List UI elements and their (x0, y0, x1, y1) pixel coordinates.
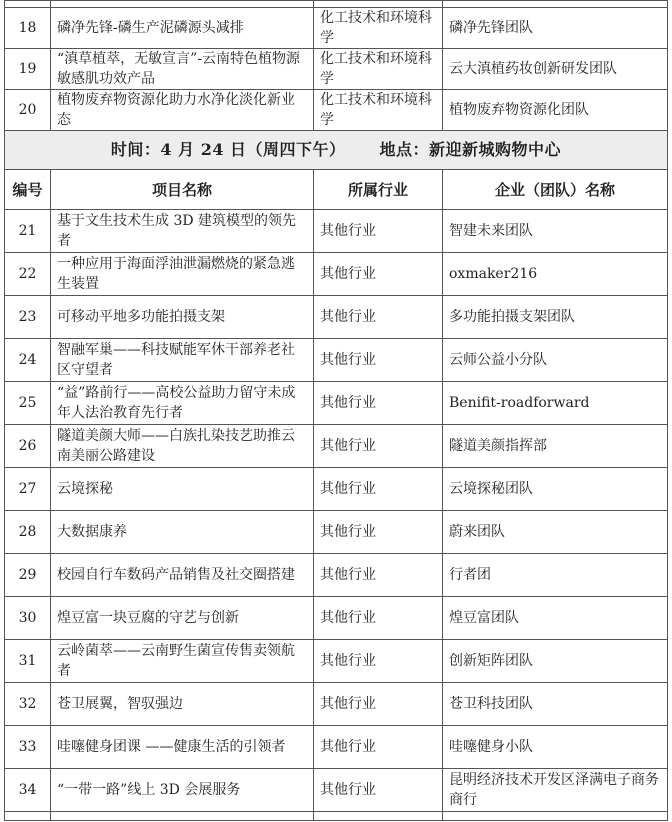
project-name: 一种应用于海面浮油泄漏燃烧的紧急逃生装置 (51, 253, 314, 296)
project-industry: 其他行业 (314, 296, 443, 339)
project-number: 22 (5, 253, 51, 296)
table-row (5, 640, 668, 683)
project-industry: 其他行业 (314, 683, 443, 726)
table-row (5, 554, 668, 597)
project-industry: 化工技术和环境科学 (314, 8, 443, 49)
table-row (5, 726, 668, 769)
team-name: 云大滇植药妆创新研发团队 (443, 49, 668, 90)
project-name: 磷净先锋-磷生产泥磷源头减排 (51, 8, 314, 49)
project-name: “滇草植萃，无敏宣言”-云南特色植物源敏感肌功效产品 (51, 49, 314, 90)
project-industry: 其他行业 (314, 597, 443, 640)
project-number: 34 (5, 769, 51, 812)
team-name: 多功能拍摄支架团队 (443, 296, 668, 339)
project-number: 33 (5, 726, 51, 769)
project-industry: 其他行业 (314, 640, 443, 683)
team-name: oxmaker216 (443, 253, 668, 296)
project-number: 31 (5, 640, 51, 683)
table-row (5, 511, 668, 554)
session-info (5, 131, 668, 170)
project-number: 19 (5, 49, 51, 90)
empty-cell (443, 812, 668, 821)
team-name: 隧道美颜指挥部 (443, 425, 668, 468)
project-industry: 其他行业 (314, 554, 443, 597)
empty-cell (314, 812, 443, 821)
project-industry: 其他行业 (314, 253, 443, 296)
project-number: 23 (5, 296, 51, 339)
table-row (5, 468, 668, 511)
team-name: 苍卫科技团队 (443, 683, 668, 726)
table-row (5, 339, 668, 382)
previous-row-fragment (5, 1, 668, 8)
column-header-row (5, 170, 668, 210)
project-number: 32 (5, 683, 51, 726)
header-industry: 所属行业 (314, 170, 443, 210)
team-name: 昆明经济技术开发区泽满电子商务商行 (443, 769, 668, 812)
table-row (5, 296, 668, 339)
table-row (5, 425, 668, 468)
project-name: 植物废弃物资源化助力水净化淡化新业态 (51, 90, 314, 131)
project-name: 云境探秘 (51, 468, 314, 511)
header-number: 编号 (5, 170, 51, 210)
table-row (5, 597, 668, 640)
project-number: 18 (5, 8, 51, 49)
empty-cell (5, 812, 51, 821)
project-name: 智融军巢——科技赋能军休干部养老社区守望者 (51, 339, 314, 382)
project-industry: 其他行业 (314, 425, 443, 468)
project-industry: 化工技术和环境科学 (314, 90, 443, 131)
header-project-name: 项目名称 (51, 170, 314, 210)
empty-cell (51, 812, 314, 821)
project-name: “一带一路”线上 3D 会展服务 (51, 769, 314, 812)
table-row (5, 90, 668, 131)
session-header-row (5, 131, 668, 170)
project-name: 云岭菌萃——云南野生菌宣传售卖领航者 (51, 640, 314, 683)
table-row (5, 683, 668, 726)
project-name: 苍卫展翼，智驭强边 (51, 683, 314, 726)
team-name: 云境探秘团队 (443, 468, 668, 511)
table-row (5, 382, 668, 425)
session-location: 地点：新迎新城购物中心 (379, 140, 562, 159)
team-name: 磷净先锋团队 (443, 8, 668, 49)
table-row (5, 769, 668, 812)
project-number: 26 (5, 425, 51, 468)
project-number: 29 (5, 554, 51, 597)
project-industry: 其他行业 (314, 210, 443, 253)
team-name: 创新矩阵团队 (443, 640, 668, 683)
project-number: 20 (5, 90, 51, 131)
project-name: 校园自行车数码产品销售及社交圈搭建 (51, 554, 314, 597)
project-industry: 其他行业 (314, 511, 443, 554)
project-number: 21 (5, 210, 51, 253)
table-row (5, 8, 668, 49)
team-name: 植物废弃物资源化团队 (443, 90, 668, 131)
project-industry: 其他行业 (314, 468, 443, 511)
project-name: “益”路前行——高校公益助力留守未成年人法治教育先行者 (51, 382, 314, 425)
project-number: 25 (5, 382, 51, 425)
table-row (5, 49, 668, 90)
team-name: Benifit-roadforward (443, 382, 668, 425)
project-name: 哇噻健身团课 ——健康生活的引领者 (51, 726, 314, 769)
team-name: 行者团 (443, 554, 668, 597)
project-number: 30 (5, 597, 51, 640)
table-row (5, 210, 668, 253)
project-schedule-table (4, 0, 668, 821)
team-name: 哇噻健身小队 (443, 726, 668, 769)
project-industry: 其他行业 (314, 382, 443, 425)
project-name: 大数据康养 (51, 511, 314, 554)
next-row-fragment (5, 812, 668, 821)
team-name: 智建未来团队 (443, 210, 668, 253)
project-number: 24 (5, 339, 51, 382)
project-industry: 其他行业 (314, 726, 443, 769)
project-name: 可移动平地多功能拍摄支架 (51, 296, 314, 339)
header-team-name: 企业（团队）名称 (443, 170, 668, 210)
project-industry: 化工技术和环境科学 (314, 49, 443, 90)
project-name: 隧道美颜大师——白族扎染技艺助推云南美丽公路建设 (51, 425, 314, 468)
project-name: 基于文生技术生成 3D 建筑模型的领先者 (51, 210, 314, 253)
project-industry: 其他行业 (314, 769, 443, 812)
project-number: 28 (5, 511, 51, 554)
team-name: 云师公益小分队 (443, 339, 668, 382)
table-row (5, 253, 668, 296)
project-industry: 其他行业 (314, 339, 443, 382)
team-name: 煌豆富团队 (443, 597, 668, 640)
team-name: 蔚来团队 (443, 511, 668, 554)
project-number: 27 (5, 468, 51, 511)
project-name: 煌豆富一块豆腐的守艺与创新 (51, 597, 314, 640)
session-time: 时间：4 月 24 日（周四下午） (110, 140, 346, 159)
